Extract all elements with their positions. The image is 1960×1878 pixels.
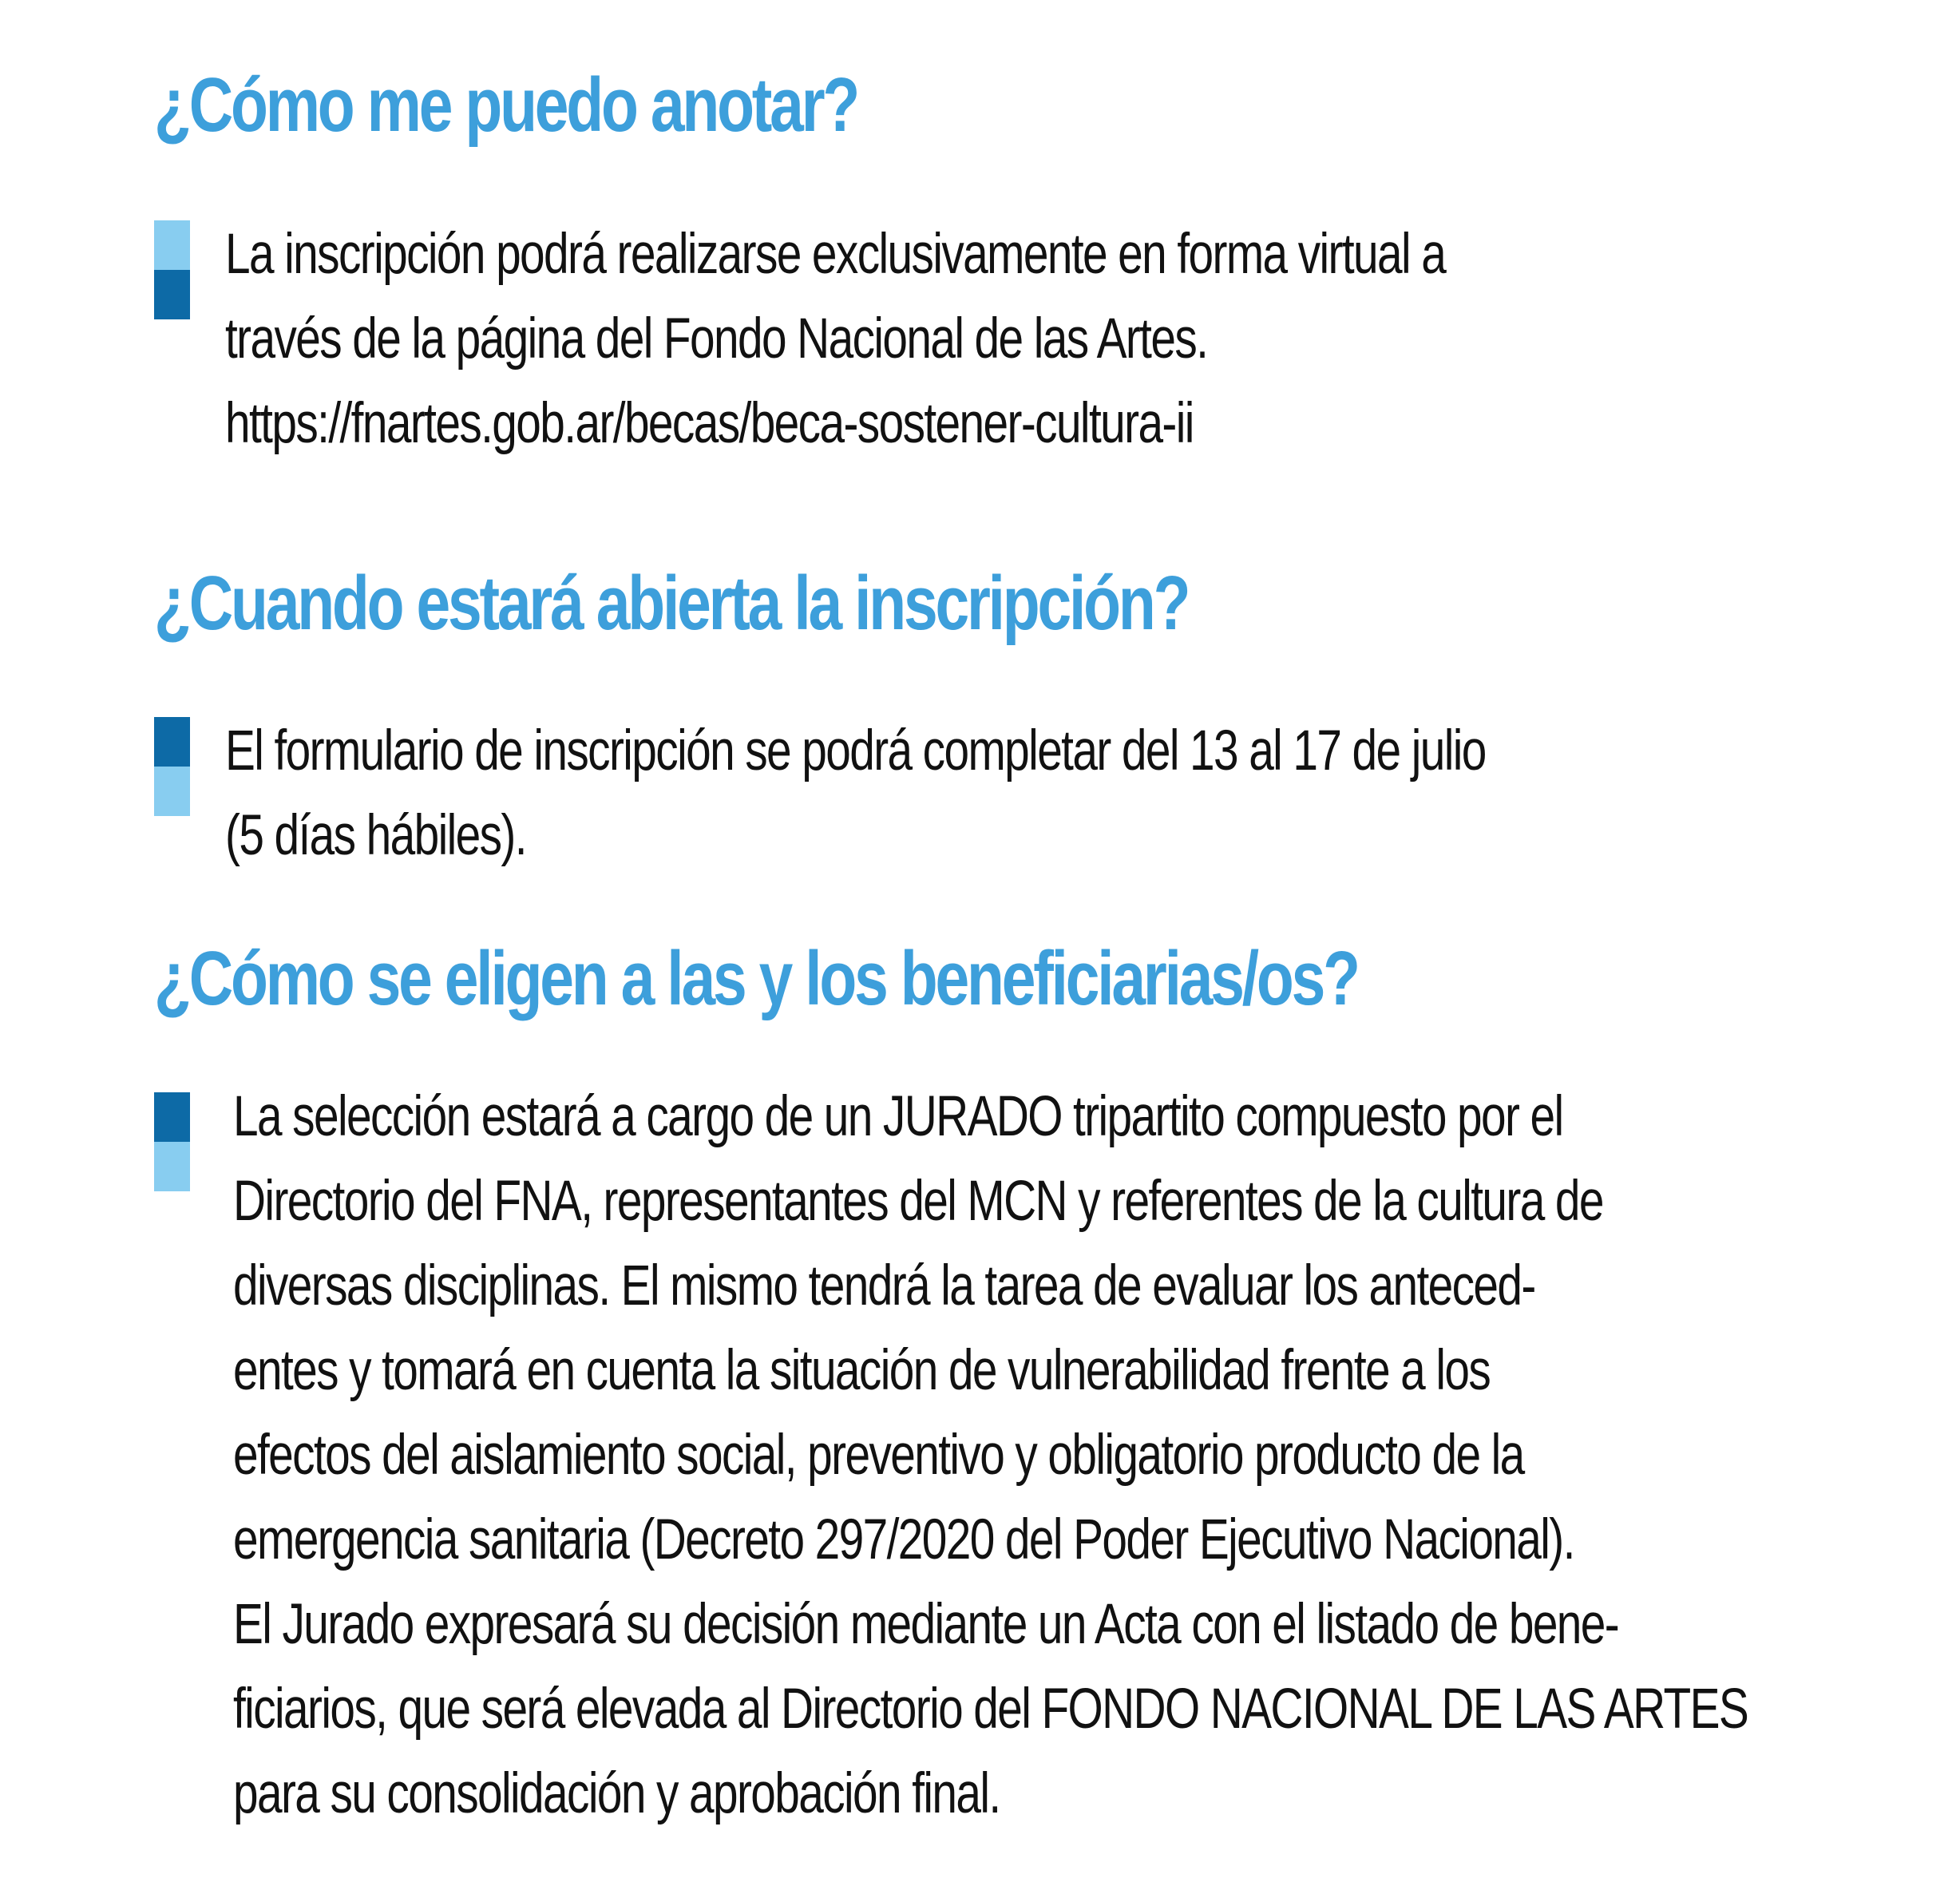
paragraph-line: través de la página del Fondo Nacional de las Artes. xyxy=(225,307,1208,370)
paragraph-line: entes y tomará en cuenta la situación de vulnerabilidad frente a los xyxy=(233,1339,1491,1402)
section-heading-como-eligen: ¿Cómo se eligen a las y los beneficiarias/os? xyxy=(154,936,1358,1021)
section-heading-cuando-abierta: ¿Cuando estará abierta la inscripción? xyxy=(154,561,1189,646)
paragraph-como-anotar xyxy=(225,212,1445,466)
bullet-marker xyxy=(154,1092,190,1191)
paragraph-line: (5 días hábiles). xyxy=(225,804,526,867)
paragraph-line: https://fnartes.gob.ar/becas/beca-sostener-cultura-ii xyxy=(225,392,1194,455)
bullet-marker xyxy=(154,717,190,816)
paragraph-line: La inscripción podrá realizarse exclusivamente en forma virtual a xyxy=(225,223,1446,286)
paragraph-line: para su consolidación y aprobación final. xyxy=(233,1762,1000,1825)
paragraph-line: emergencia sanitaria (Decreto 297/2020 del Poder Ejecutivo Nacional). xyxy=(233,1508,1574,1571)
paragraph-line: El Jurado expresará su decisión mediante un Acta con el listado de bene- xyxy=(233,1593,1619,1656)
paragraph-line: diversas disciplinas. El mismo tendrá la tarea de evaluar los anteced- xyxy=(233,1254,1535,1317)
paragraph-como-eligen xyxy=(233,1075,1748,1836)
paragraph-line: ficiarios, que será elevada al Directorio del FONDO NACIONAL DE LAS ARTES xyxy=(233,1678,1748,1741)
paragraph-line: efectos del aislamiento social, preventivo y obligatorio producto de la xyxy=(233,1424,1524,1487)
bullet-marker xyxy=(154,220,190,319)
paragraph-cuando-abierta xyxy=(225,709,1486,878)
paragraph-line: Directorio del FNA, representantes del MCN y referentes de la cultura de xyxy=(233,1170,1603,1233)
paragraph-line: La selección estará a cargo de un JURADO tripartito compuesto por el xyxy=(233,1085,1563,1148)
section-heading-como-anotar: ¿Cómo me puedo anotar? xyxy=(154,62,858,148)
paragraph-line: El formulario de inscripción se podrá completar del 13 al 17 de julio xyxy=(225,719,1486,782)
